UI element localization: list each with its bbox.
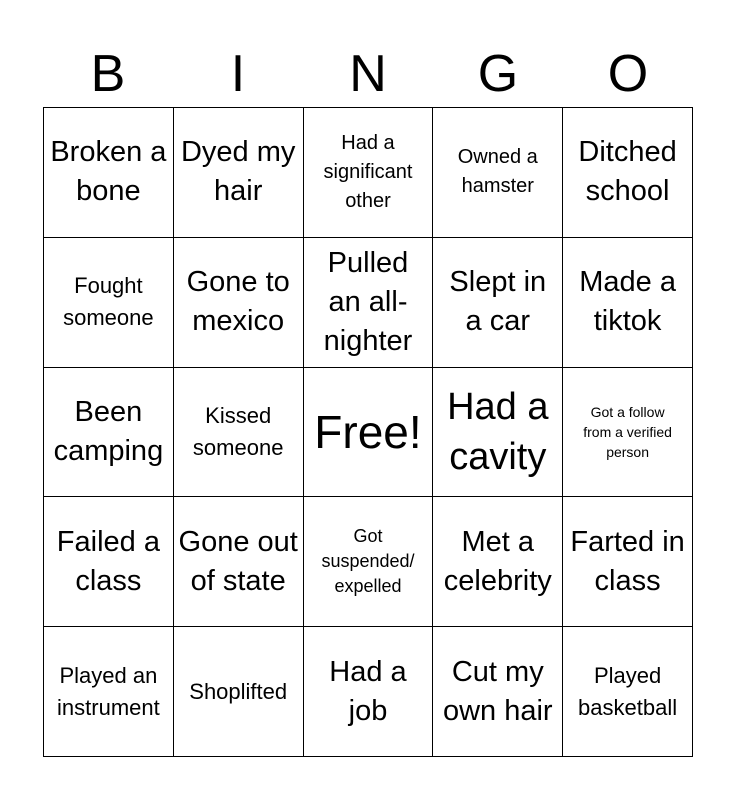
bingo-cell free-space[interactable] bbox=[304, 368, 434, 498]
bingo-header bbox=[43, 40, 693, 108]
bingo-cell[interactable] bbox=[433, 108, 563, 238]
cell-text: Played basketball bbox=[578, 662, 678, 720]
cell-text: Been camping bbox=[53, 395, 164, 467]
header-letter-g: G bbox=[477, 45, 519, 103]
bingo-cell[interactable] bbox=[44, 108, 174, 238]
cell-text: Had a significant other bbox=[323, 131, 413, 212]
cell-text: Met a celebrity bbox=[443, 525, 552, 597]
bingo-cell[interactable] bbox=[44, 627, 174, 757]
bingo-cell[interactable] bbox=[563, 627, 693, 757]
header-letter-b: B bbox=[90, 45, 126, 103]
cell-text: Broken a bone bbox=[50, 136, 167, 208]
bingo-cell[interactable] bbox=[44, 368, 174, 498]
cell-text: Got suspended/ expelled bbox=[321, 526, 415, 597]
cell-text: Pulled an all-nighter bbox=[323, 246, 413, 357]
bingo-cell[interactable] bbox=[174, 497, 304, 627]
bingo-cell[interactable] bbox=[174, 368, 304, 498]
cell-text: Failed a class bbox=[56, 525, 160, 597]
cell-text: Slept in a car bbox=[449, 266, 547, 338]
cell-text: Dyed my hair bbox=[180, 136, 296, 208]
bingo-cell[interactable] bbox=[433, 368, 563, 498]
bingo-cell[interactable] bbox=[304, 497, 434, 627]
bingo-cell[interactable] bbox=[304, 238, 434, 368]
bingo-cell[interactable] bbox=[563, 238, 693, 368]
bingo-cell[interactable] bbox=[304, 108, 434, 238]
bingo-cell[interactable] bbox=[433, 238, 563, 368]
bingo-cell[interactable] bbox=[44, 238, 174, 368]
bingo-cell[interactable] bbox=[433, 627, 563, 757]
cell-text: Owned a hamster bbox=[457, 146, 538, 198]
bingo-cell[interactable] bbox=[563, 108, 693, 238]
bingo-cell[interactable] bbox=[174, 108, 304, 238]
cell-text: Got a follow from a verified person bbox=[583, 403, 672, 460]
cell-text: Cut my own hair bbox=[442, 655, 553, 727]
bingo-cell[interactable] bbox=[304, 627, 434, 757]
bingo-cell[interactable] bbox=[563, 497, 693, 627]
bingo-cell[interactable] bbox=[174, 627, 304, 757]
header-letter-o: O bbox=[607, 45, 649, 103]
cell-text: Farted in class bbox=[570, 525, 685, 597]
cell-text: Fought someone bbox=[63, 273, 154, 331]
cell-text: Gone out of state bbox=[178, 525, 298, 597]
free-space-text: Free! bbox=[314, 405, 422, 458]
bingo-cell[interactable] bbox=[433, 497, 563, 627]
cell-text: Had a job bbox=[329, 655, 407, 727]
cell-text: Kissed someone bbox=[192, 402, 284, 460]
cell-text: Had a cavity bbox=[447, 385, 549, 478]
cell-text: Shoplifted bbox=[189, 678, 288, 704]
bingo-cell[interactable] bbox=[174, 238, 304, 368]
cell-text: Made a tiktok bbox=[579, 266, 676, 338]
header-letter-i: I bbox=[230, 45, 246, 103]
cell-text: Gone to mexico bbox=[186, 266, 290, 338]
cell-text: Played an instrument bbox=[57, 662, 160, 720]
bingo-cell[interactable] bbox=[563, 368, 693, 498]
bingo-cell[interactable] bbox=[44, 497, 174, 627]
header-letter-n: N bbox=[349, 45, 387, 103]
bingo-grid bbox=[43, 107, 693, 757]
cell-text: Ditched school bbox=[578, 136, 677, 208]
